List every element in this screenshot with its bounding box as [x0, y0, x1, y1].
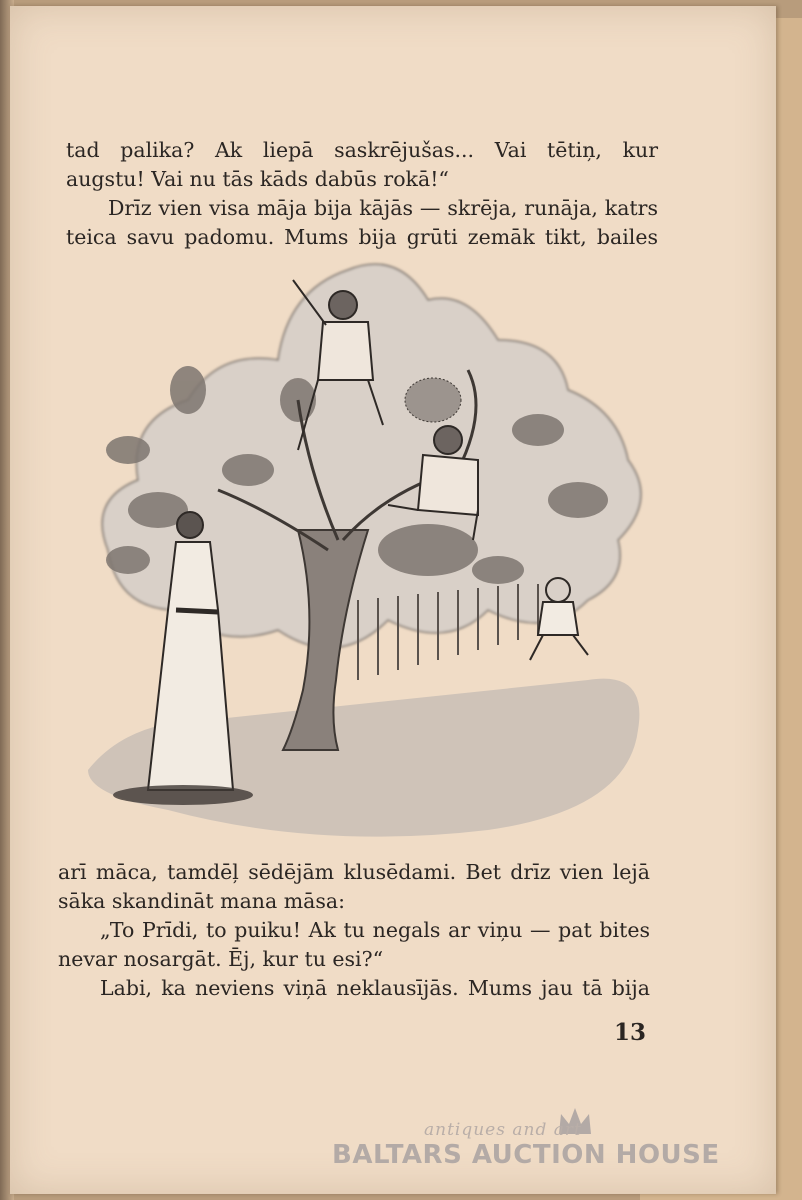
- book-page: [10, 6, 776, 1194]
- text-line: arī māca, tamdēļ sēdējām klusēdami. Bet drīz vien lejā: [58, 860, 650, 884]
- bee-swarm: [405, 378, 461, 422]
- text-block-top: [66, 136, 658, 252]
- watermark-tagline: antiques and art: [424, 1120, 582, 1140]
- text-line: nevar nosargāt. Ēj, kur tu esi?“: [58, 947, 384, 971]
- page-number: 13: [614, 1019, 647, 1046]
- text-line: „To Prīdi, to puiku! Ak tu negals ar viņu — pat bites: [100, 918, 650, 942]
- text-line: Drīz vien visa māja bija kājās — skrēja, runāja, katrs: [108, 196, 658, 220]
- woman-shadow: [113, 785, 253, 805]
- watermark: [332, 1110, 732, 1180]
- text-line: tad palika? Ak liepā saskrējušas... Vai tētiņ, kur: [66, 138, 658, 162]
- watermark-name: BALTARS AUCTION HOUSE: [332, 1140, 720, 1170]
- text-line: teica savu padomu. Mums bija grūti zemāk tikt, bailes: [66, 225, 658, 249]
- text-block-bottom: [58, 858, 650, 1003]
- text-line: Labi, ka neviens viņā neklausījās. Mums jau tā bija: [100, 976, 650, 1000]
- text-line: augstu! Vai nu tās kāds dabūs rokā!“: [66, 167, 449, 191]
- text-line: sāka skandināt mana māsa:: [58, 889, 346, 913]
- tree-illustration: [68, 250, 648, 840]
